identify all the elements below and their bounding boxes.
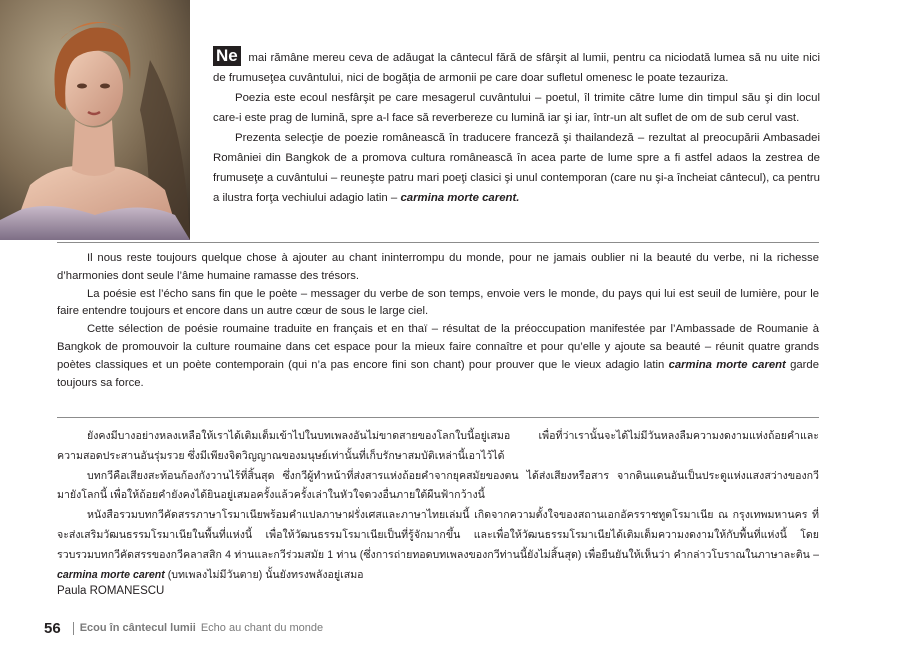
book-title-french: Echo au chant du monde <box>200 622 324 634</box>
th-paragraph-1: ยังคงมีบางอย่างหลงเหลือให้เราได้เติมเต็มเข้าไปในบทเพลงอันไม่ขาดสายของโลกใบนี้อยู่เสมอ เพื่อที่ว่าเรานั้นจะได้ไม่มีวันหลงลืมความงดงามแห่งถ้อยคำและความสอดประสานอันรุ่มรวย ซึ่งมีเพียงจิตวิญญาณของมนุษย์เท่านั้นที่เก็บรักษาสมบัติเหล่านี้เอาไว้ได้ <box>57 430 819 462</box>
section-divider <box>57 417 819 418</box>
latin-adage: carmina morte carent <box>668 358 786 371</box>
romanian-text <box>213 46 820 208</box>
ro-paragraph-1: Ne mai rămâne mereu ceva de adăugat la cântecul fără de sfârşit al lumii, pentru ca niciodată lumea să nu uite nici de frumuseţea cuvântului, nici de bogăţia de armonii pe care doar sufletul omenesc le poate tezauriza. <box>213 46 820 84</box>
latin-adage: carmina morte carent. <box>400 192 520 204</box>
th-paragraph-2: บทกวีคือเสียงสะท้อนก้องกังวานไร้ที่สิ้นสุด ซึ่งกวีผู้ทำหน้าที่ส่งสารแห่งถ้อยคำจากยุคสมัยของตน ได้ส่งเสียงหรือสาร จากดินแดนอันเป็นประตูแห่งแสงสว่างของกวีมายังโลกนี้ เพื่อให้ถ้อยคำยังคงได้ยินอยู่เสมอครั้งแล้วครั้งเล่าในหัวใจดวงอื่นภายใต้ผืนฟ้ากว้างนี้ <box>57 469 819 502</box>
fr-paragraph-3: Cette sélection de poésie roumaine traduite en français et en thaï – résultat de la préoccupation manifestée par l’Ambassade de Roumanie à Bangkok de promouvoir la culture roumaine dans cet espace pour la mieux faire connaître et pour qu’elle y ajoute sa beauté – réunit quatre grands poètes classiques et un poète contemporain (qui n’a pas encore fini son chant) pour prouver que le vieux adagio latin carmina morte carent garde toujours sa force. <box>57 323 819 389</box>
author-signature: Paula ROMANESCU <box>57 585 165 597</box>
french-text <box>57 250 819 392</box>
portrait-painting <box>0 0 190 240</box>
fr-paragraph-1: Il nous reste toujours quelque chose à ajouter au chant ininterrompu du monde, pour ne jamais oublier ni la beauté du verbe, ni la richesse d’harmonies dont seule l’âme humaine ramasse des trésors. <box>57 252 819 282</box>
page-footer <box>44 619 323 637</box>
drop-initial: Ne <box>213 46 241 66</box>
book-title-romanian: Ecou în cântecul lumii <box>79 622 196 634</box>
latin-adage: carmina morte carent <box>57 568 165 581</box>
page-number: 56 <box>44 619 61 637</box>
fr-paragraph-2: La poésie est l’écho sans fin que le poète – messager du verbe de son temps, envoie vers le monde, du pays qui lui est seuil de lumière, pour le faire entendre toujours et encore dans un autre cœur de sous le large ciel. <box>57 287 819 318</box>
ro-paragraph-2: Poezia este ecoul nesfârşit pe care mesagerul cuvântului – poetul, îl trimite către lume din timpul său şi din locul care-i este prag de lumină, spre a-l face să reverbereze cu lumină iar şi iar, într-un alt suflet de om de sub cerul vast. <box>213 92 820 124</box>
th-paragraph-3: หนังสือรวมบทกวีคัดสรรภาษาโรมาเนียพร้อมคำแปลภาษาฝรั่งเศสและภาษาไทยเล่มนี้ เกิดจากความตั้งใจของสถานเอกอัครราชทูตโรมาเนีย ณ กรุงเทพมหานคร ที่จะส่งเสริมวัฒนธรรมโรมาเนียในพื้นที่แห่งนี้ เพื่อให้วัฒนธรรมโรมาเนียเป็นที่รู้จักมากขึ้น และเพื่อให้วัฒนธรรมโรมาเนียได้เติมเต็มความงดงามให้กับพื้นที่แห่งนี้ โดยรวบรวมบทกวีคัดสรรของกวีคลาสสิก 4 ท่านและกวีร่วมสมัย 1 ท่าน (ซึ่งการถ่ายทอดบทเพลงของกวีท่านนี้ยังไม่สิ้นสุด) เพื่อยืนยันให้เห็นว่า คำกล่าวโบราณในภาษาละติน – carmina morte carent (บทเพลงไม่มีวันตาย) นั้นยังทรงพลังอยู่เสมอ <box>57 509 819 581</box>
ro-paragraph-3: Prezenta selecţie de poezie românească în traducere franceză şi thailandeză – rezultat al preocupării Ambasadei României din Bangkok de a promova cultura românească în acea parte de lume spre a fi astfel adaos la zestrea de frumuseţe a cuvântului – reuneşte patru mari poeţi clasici şi unul contemporan (care nu şi-a încheiat cântecul), ca pentru a ilustra forţa vechiului adagio latin – carmina morte carent. <box>213 132 820 204</box>
thai-text <box>57 427 819 585</box>
footer-separator <box>73 622 74 635</box>
section-divider <box>57 242 819 243</box>
